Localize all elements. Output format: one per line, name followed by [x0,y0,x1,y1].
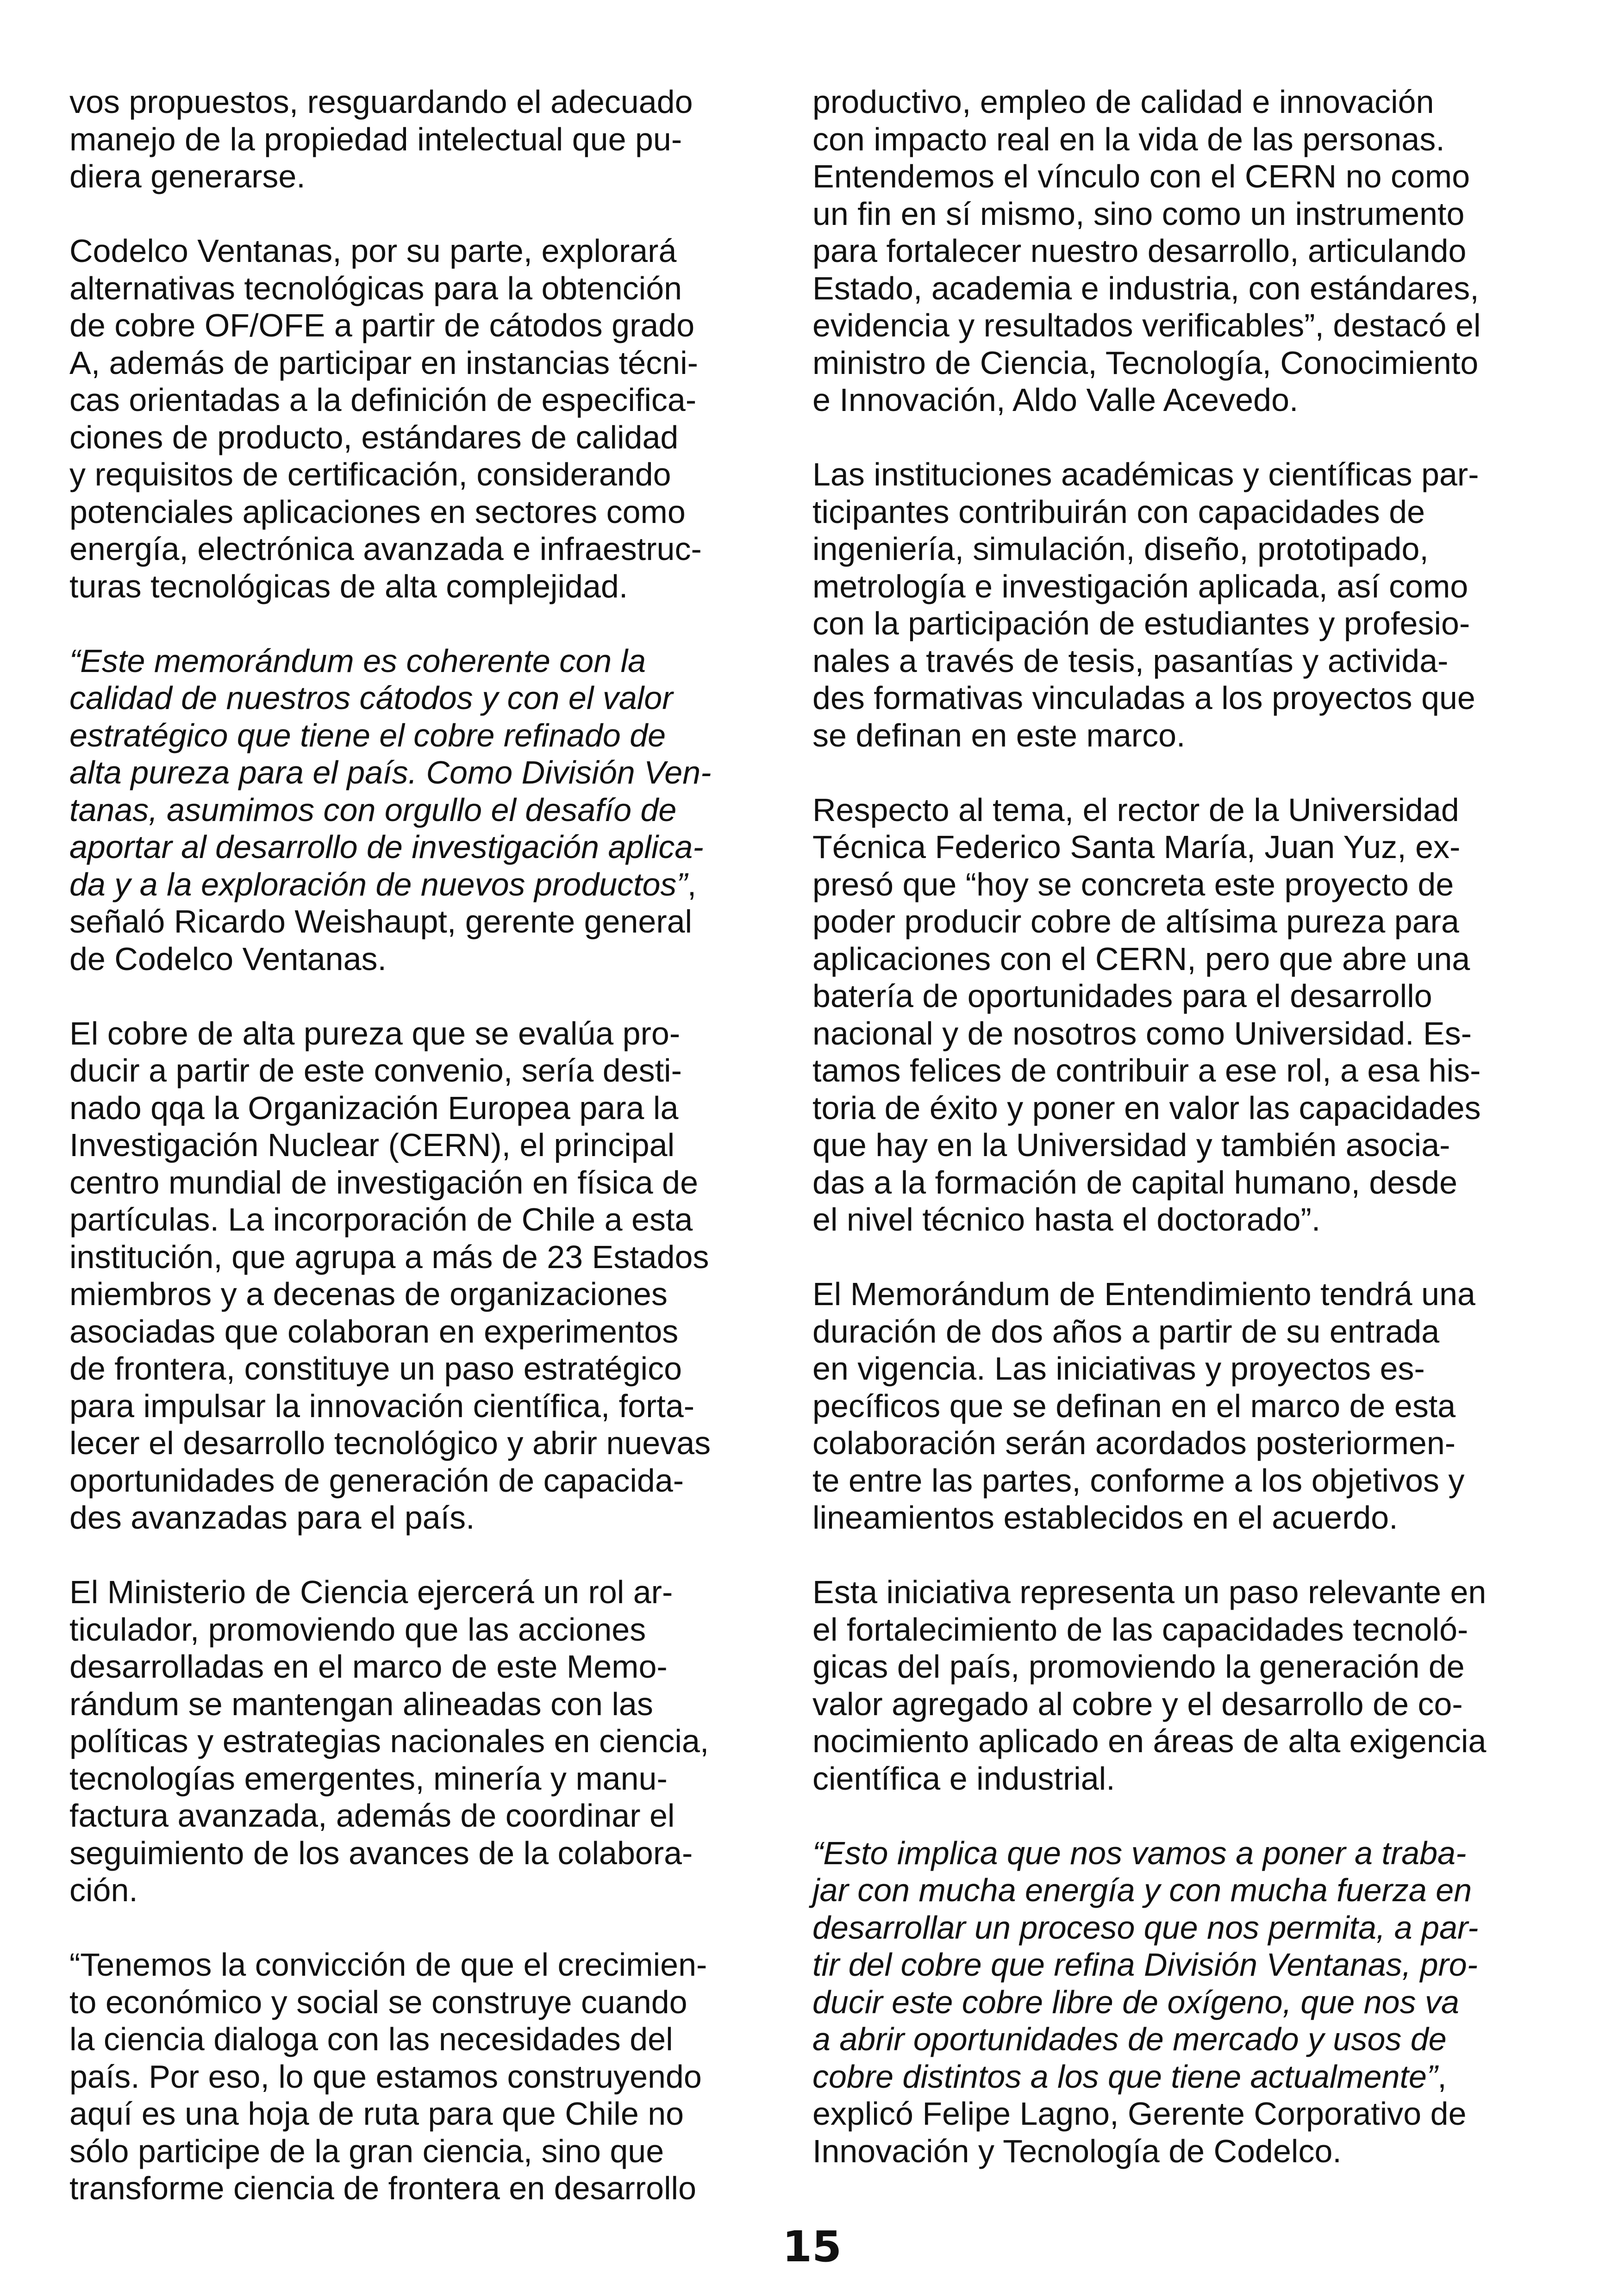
text-line: cas orientadas a la definición de especifica- [69,382,697,418]
text-line: en vigencia. Las iniciativas y proyectos es- [812,1350,1425,1387]
text-line: tecnologías emergentes, minería y manu- [69,1760,668,1797]
text-line: diera generarse. [69,158,306,194]
text-line: El cobre de alta pureza que se evalúa pro- [69,1015,681,1052]
text-line: des formativas vinculadas a los proyectos que [812,680,1475,716]
paragraph-gap [69,977,824,1015]
text-line: de cobre OF/OFE a partir de cátodos grado [69,307,695,343]
paragraph-gap [69,1909,824,1947]
text-line: miembros y a decenas de organizaciones [69,1276,668,1312]
text-line: energía, electrónica avanzada e infraestruc- [69,531,702,567]
text-line: potenciales aplicaciones en sectores como [69,493,686,530]
text-line: manejo de la propiedad intelectual que pu- [69,121,682,157]
right-column [812,83,1572,2170]
text-line: políticas y estrategias nacionales en ciencia, [69,1723,709,1759]
quote-line: aportar al desarrollo de investigación aplica- [69,829,704,865]
paragraph [812,1574,1572,1797]
text-line: para fortalecer nuestro desarrollo, articulando [812,233,1467,269]
text-line: sólo participe de la gran ciencia, sino que [69,2133,664,2169]
text-line: nacional y de nosotros como Universidad. Es- [812,1015,1472,1052]
paragraph-gap [69,195,824,233]
text-line: se definan en este marco. [812,717,1186,753]
text-line: rándum se mantengan alineadas con las [69,1686,653,1722]
text-line: Esta iniciativa representa un paso relevante en [812,1574,1487,1610]
paragraph [69,1015,824,1537]
text-line: que hay en la Universidad y también asocia- [812,1127,1450,1163]
text-line: ticulador, promoviendo que las acciones [69,1611,646,1648]
text-line: Estado, academia e industria, con estándares, [812,270,1479,306]
text-line: des avanzadas para el país. [69,1500,475,1536]
text-line [812,2058,1572,2096]
text-line: vos propuestos, resguardando el adecuado [69,84,693,120]
paragraph [812,1276,1572,1537]
text-line: partículas. La incorporación de Chile a esta [69,1201,693,1238]
text-line: Codelco Ventanas, por su parte, explorará [69,233,677,269]
quote-fragment: da y a la exploración de nuevos productos” [69,866,687,902]
quote-paragraph [812,1835,1572,2170]
punctuation: , [687,866,697,902]
text-line: Las instituciones académicas y científicas par- [812,456,1479,492]
text-line: metrología e investigación aplicada, así como [812,568,1468,604]
text-line: toria de éxito y poner en valor las capacidades [812,1089,1481,1126]
quote-line: tanas, asumimos con orgullo el desafío de [69,791,677,828]
text-line: y requisitos de certificación, considerando [69,456,671,492]
text-line: explicó Felipe Lagno, Gerente Corporativo de [812,2096,1467,2132]
paragraph [812,791,1572,1238]
paragraph-gap [812,1797,1572,1835]
text-line: centro mundial de investigación en física de [69,1164,699,1201]
quote-line: a abrir oportunidades de mercado y usos de [812,2021,1447,2057]
text-line: batería de oportunidades para el desarrollo [812,978,1432,1014]
text-line: evidencia y resultados verificables”, destacó el [812,307,1481,343]
text-line: factura avanzada, además de coordinar el [69,1798,675,1834]
text-line: presó que “hoy se concreta este proyecto de [812,866,1454,902]
text-line: aplicaciones con el CERN, pero que abre una [812,940,1470,977]
text-line: aquí es una hoja de ruta para que Chile no [69,2096,684,2132]
quote-line: estratégico que tiene el cobre refinado de [69,717,666,753]
text-line: gicas del país, promoviendo la generación de [812,1649,1465,1685]
quote-line: “Esto implica que nos vamos a poner a traba- [812,1835,1467,1871]
text-line: valor agregado al cobre y el desarrollo de co- [812,1686,1463,1722]
text-line: lecer el desarrollo tecnológico y abrir nuevas [69,1425,711,1461]
text-line: duración de dos años a partir de su entrada [812,1313,1440,1350]
text-line: tamos felices de contribuir a ese rol, a esa his- [812,1052,1481,1089]
text-line: e Innovación, Aldo Valle Acevedo. [812,382,1299,418]
quote-line: tir del cobre que refina División Ventanas, pro- [812,1947,1478,1983]
quote-paragraph [69,642,824,978]
text-line: nales a través de tesis, pasantías y activida- [812,642,1449,679]
text-line: científica e industrial. [812,1760,1115,1797]
text-line: con impacto real en la vida de las personas. [812,121,1445,157]
paragraph-gap [812,1537,1572,1574]
text-line: oportunidades de generación de capacida- [69,1462,684,1499]
page-number: 15 [782,2222,842,2271]
text-line: “Tenemos la convicción de que el crecimien- [69,1947,707,1983]
quote-line: desarrollar un proceso que nos permita, a par- [812,1909,1479,1946]
text-line: productivo, empleo de calidad e innovación [812,84,1434,120]
text-line: el nivel técnico hasta el doctorado”. [812,1201,1321,1238]
paragraph-gap [812,419,1572,456]
quote-line: jar con mucha energía y con mucha fuerza en [812,1872,1472,1908]
text-line: Investigación Nuclear (CERN), el principal [69,1127,675,1163]
text-line: ingeniería, simulación, diseño, prototipado, [812,531,1429,567]
text-line: lineamientos establecidos en el acuerdo. [812,1500,1398,1536]
punctuation: , [1437,2058,1447,2095]
text-line: Respecto al tema, el rector de la Universidad [812,791,1459,828]
left-column [69,83,824,2207]
text-line: un fin en sí mismo, sino como un instrumento [812,195,1465,232]
text-line: la ciencia dialoga con las necesidades del [69,2021,673,2057]
text-line: pecíficos que se definan en el marco de esta [812,1388,1456,1424]
text-line: con la participación de estudiantes y profesio- [812,605,1470,641]
paragraph [69,1946,824,2207]
text-line: das a la formación de capital humano, desde [812,1164,1458,1201]
text-line: to económico y social se construye cuando [69,1984,687,2020]
text-line: seguimiento de los avances de la colabora- [69,1835,693,1871]
quote-line: calidad de nuestros cátodos y con el valor [69,680,673,716]
quote-line: “Este memorándum es coherente con la [69,642,646,679]
quote-line: alta pureza para el país. Como División Ven- [69,754,712,790]
text-line: A, además de participar en instancias técni- [69,344,698,381]
paragraph-gap [812,754,1572,791]
paragraph-gap [69,1537,824,1574]
text-line: poder producir cobre de altísima pureza para [812,903,1459,940]
text-line: nado qqa la Organización Europea para la [69,1089,679,1126]
text-line: Innovación y Tecnología de Codelco. [812,2133,1342,2169]
paragraph [812,456,1572,754]
text-line: ticipantes contribuirán con capacidades de [812,493,1425,530]
text-line: El Memorándum de Entendimiento tendrá una [812,1276,1475,1312]
text-line: ministro de Ciencia, Tecnología, Conocimiento [812,344,1479,381]
text-line: te entre las partes, conforme a los objetivos y [812,1462,1465,1499]
text-line: transforme ciencia de frontera en desarrollo [69,2170,697,2206]
text-line: Entendemos el vínculo con el CERN no como [812,158,1470,194]
text-line: para impulsar la innovación científica, forta- [69,1388,695,1424]
text-line: ción. [69,1872,138,1908]
text-line: señaló Ricardo Weishaupt, gerente general [69,903,693,940]
text-line: El Ministerio de Ciencia ejercerá un rol ar- [69,1574,673,1610]
text-line: nocimiento aplicado en áreas de alta exigencia [812,1723,1487,1759]
text-line: institución, que agrupa a más de 23 Estados [69,1238,709,1275]
text-line: desarrolladas en el marco de este Memo- [69,1649,668,1685]
text-line: ducir a partir de este convenio, sería desti- [69,1052,682,1089]
text-line: turas tecnológicas de alta complejidad. [69,568,628,604]
quote-line: ducir este cobre libre de oxígeno, que nos va [812,1984,1459,2020]
text-line: asociadas que colaboran en experimentos [69,1313,679,1350]
text-line: de Codelco Ventanas. [69,940,387,977]
text-line: ciones de producto, estándares de calidad [69,419,679,455]
text-line: de frontera, constituye un paso estratégico [69,1350,682,1387]
paragraph [69,83,824,195]
text-line: colaboración serán acordados posteriormen- [812,1425,1456,1461]
text-line: alternativas tecnológicas para la obtención [69,270,682,306]
quote-fragment: cobre distintos a los que tiene actualmente” [812,2058,1438,2095]
text-line [69,866,824,903]
text-line: el fortalecimiento de las capacidades tecnoló- [812,1611,1468,1648]
paragraph [69,232,824,605]
paragraph [812,83,1572,419]
text-line: país. Por eso, lo que estamos construyendo [69,2058,702,2095]
paragraph [69,1574,824,1909]
paragraph-gap [69,605,824,642]
text-line: Técnica Federico Santa María, Juan Yuz, ex- [812,829,1461,865]
paragraph-gap [812,1238,1572,1276]
